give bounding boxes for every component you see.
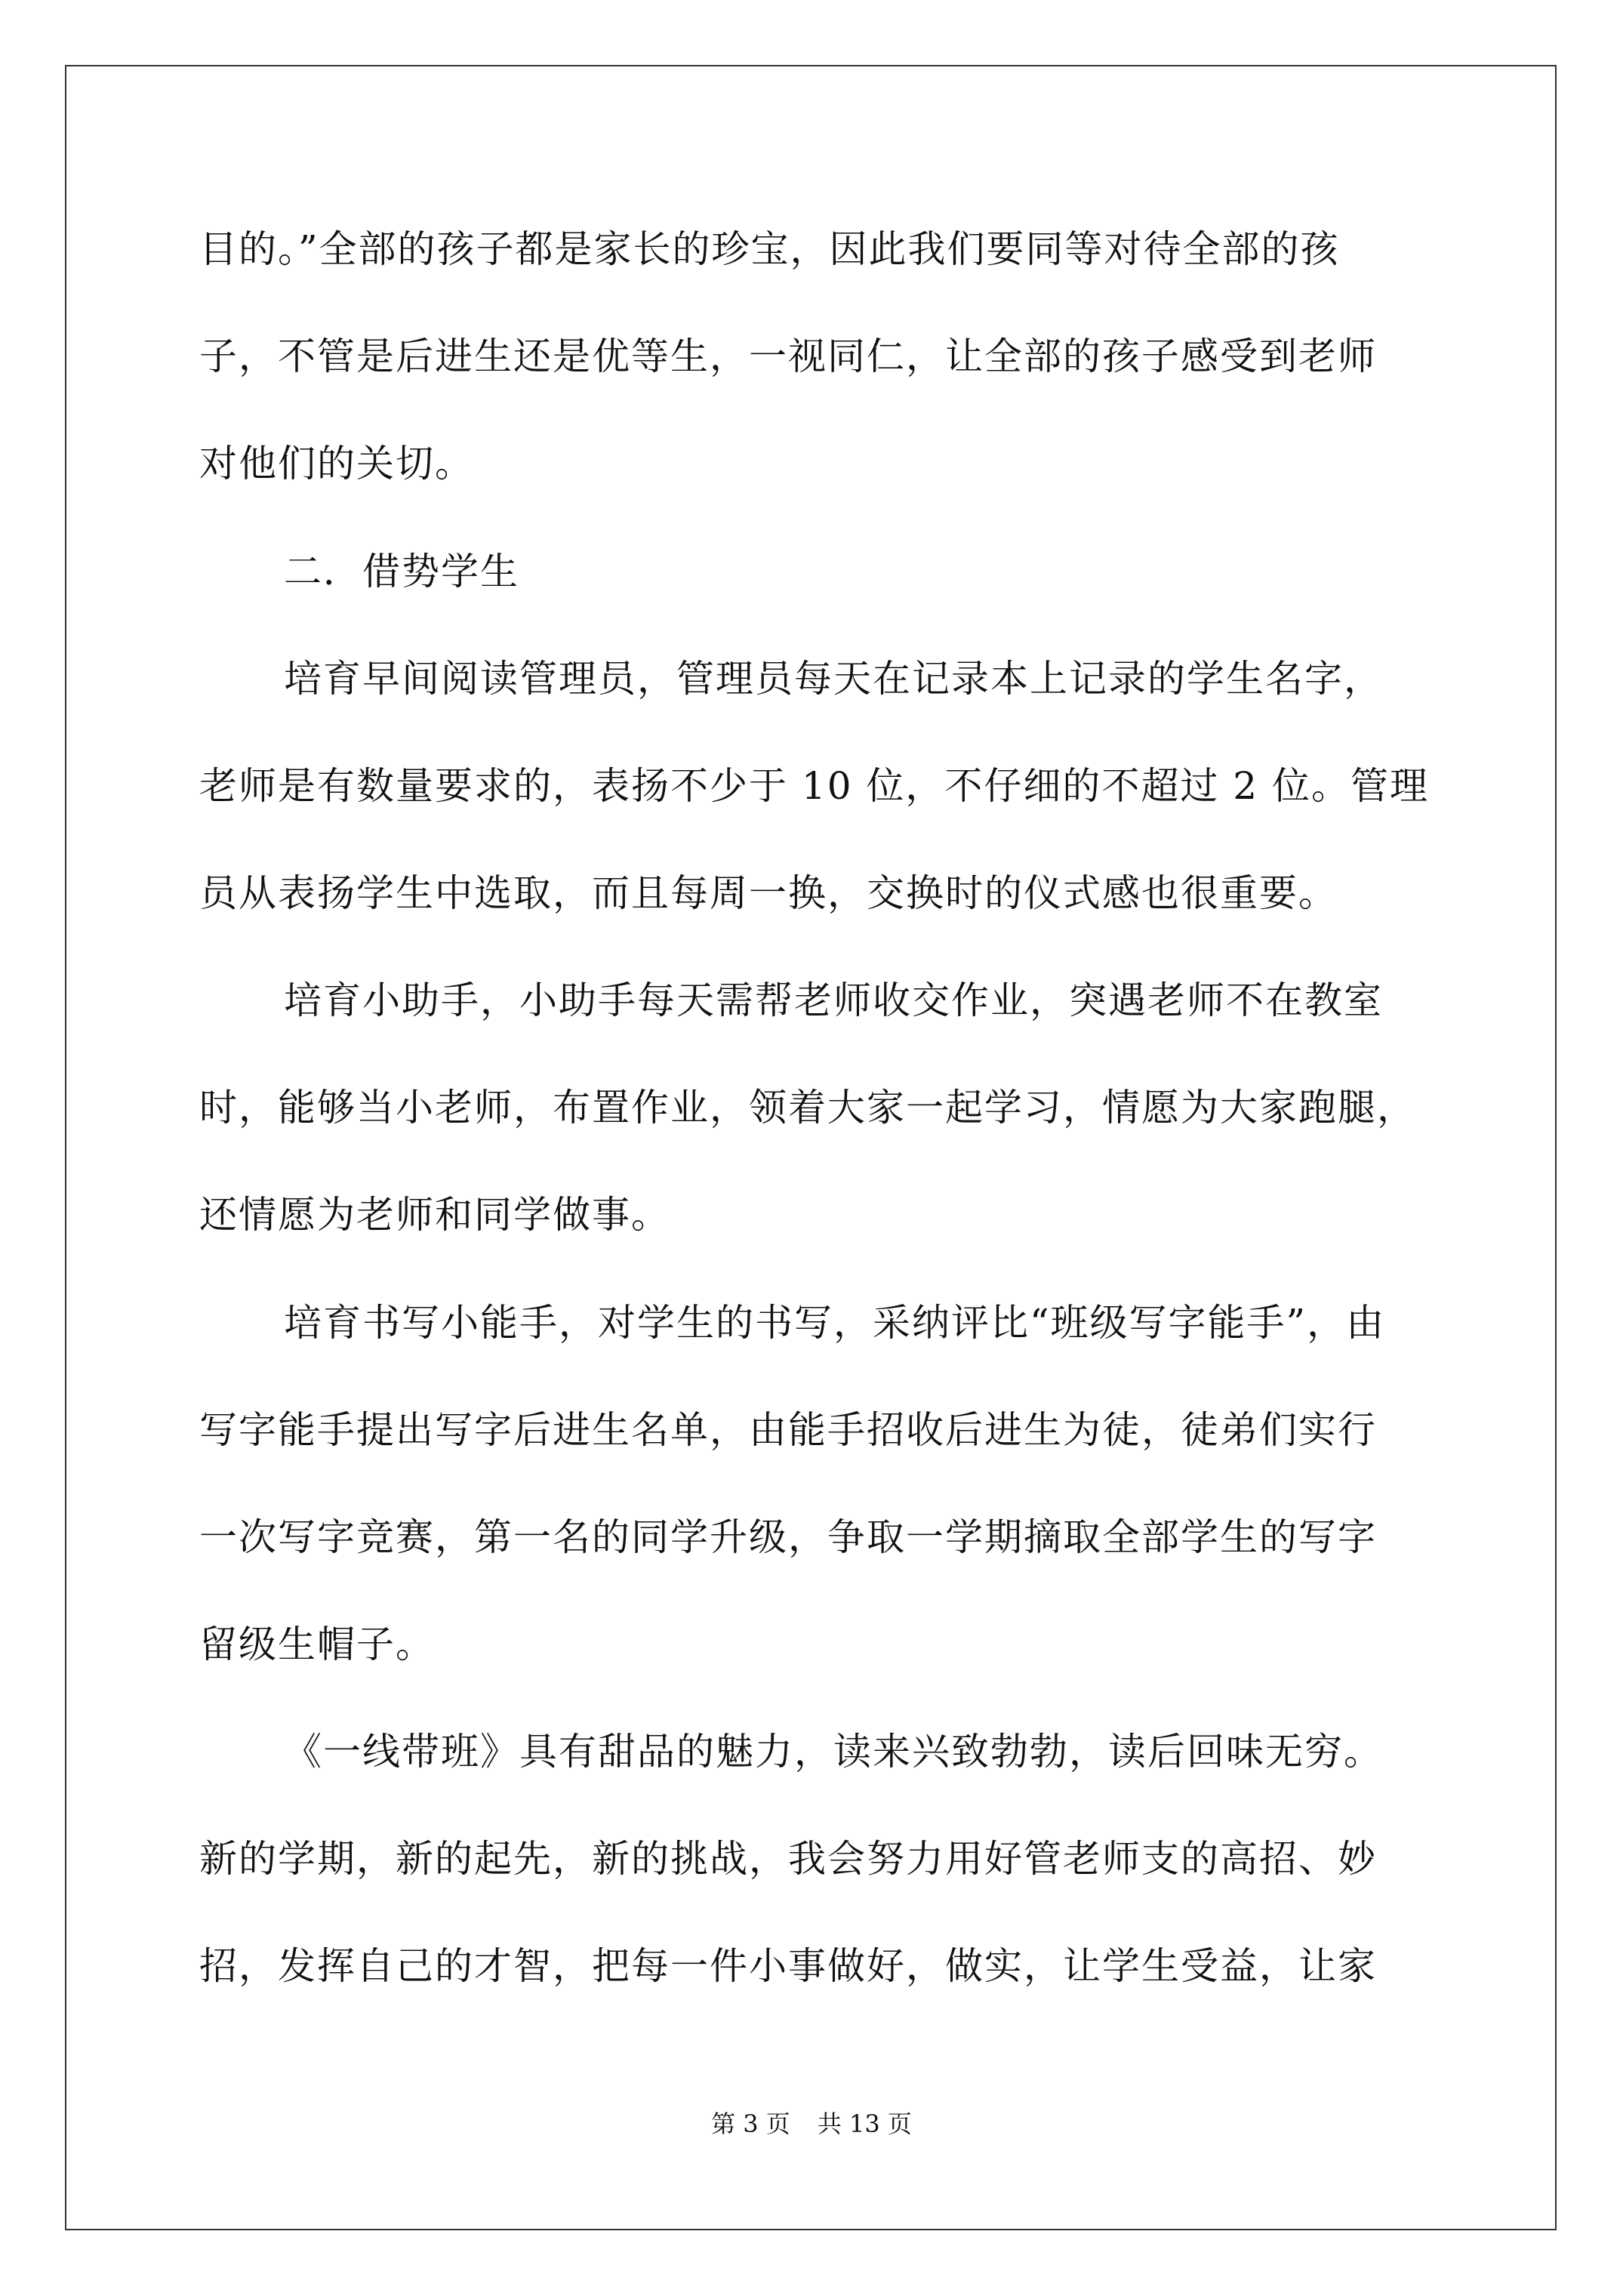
text-line: 培育小助手，小助手每天需帮老师收交作业，突遇老师不在教室 (284, 978, 1383, 1022)
page-footer (0, 2109, 1623, 2139)
page-number: 第 3 页 (711, 2110, 790, 2138)
text-line: 《一线带班》具有甜品的魅力，读来兴致勃勃，读后回味无穷。 (284, 1730, 1383, 1774)
text-line: 对他们的关切。 (199, 442, 474, 485)
page-total: 共 13 页 (817, 2110, 912, 2138)
section-heading: 二．借势学生 (284, 550, 519, 593)
text-line: 目的。”全部的孩子都是家长的珍宝，因此我们要同等对待全部的孩 (199, 227, 1340, 271)
text-line: 招，发挥自己的才智，把每一件小事做好，做实，让学生受益，让家 (199, 1944, 1377, 1988)
text-line: 子，不管是后进生还是优等生，一视同仁，让全部的孩子感受到老师 (199, 334, 1377, 378)
text-line: 培育书写小能手，对学生的书写，采纳评比“班级写字能手”，由 (284, 1301, 1386, 1345)
text-line: 写字能手提出写字后进生名单，由能手招收后进生为徒，徒弟们实行 (199, 1408, 1377, 1452)
text-line: 还情愿为老师和同学做事。 (199, 1193, 670, 1237)
text-line: 员从表扬学生中选取，而且每周一换，交换时的仪式感也很重要。 (199, 871, 1338, 915)
text-line: 新的学期，新的起先，新的挑战，我会努力用好管老师支的高招、妙 (199, 1837, 1377, 1881)
text-line: 时，能够当小老师，布置作业，领着大家一起学习，情愿为大家跑腿， (199, 1086, 1416, 1130)
text-line: 培育早间阅读管理员，管理员每天在记录本上记录的学生名字， (284, 657, 1383, 701)
text-line: 老师是有数量要求的，表扬不少于 10 位，不仔细的不超过 2 位。管理 (199, 764, 1430, 808)
text-line: 留级生帽子。 (199, 1623, 435, 1666)
page-frame (65, 65, 1557, 2230)
text-line: 一次写字竞赛，第一名的同学升级，争取一学期摘取全部学生的写字 (199, 1515, 1377, 1559)
